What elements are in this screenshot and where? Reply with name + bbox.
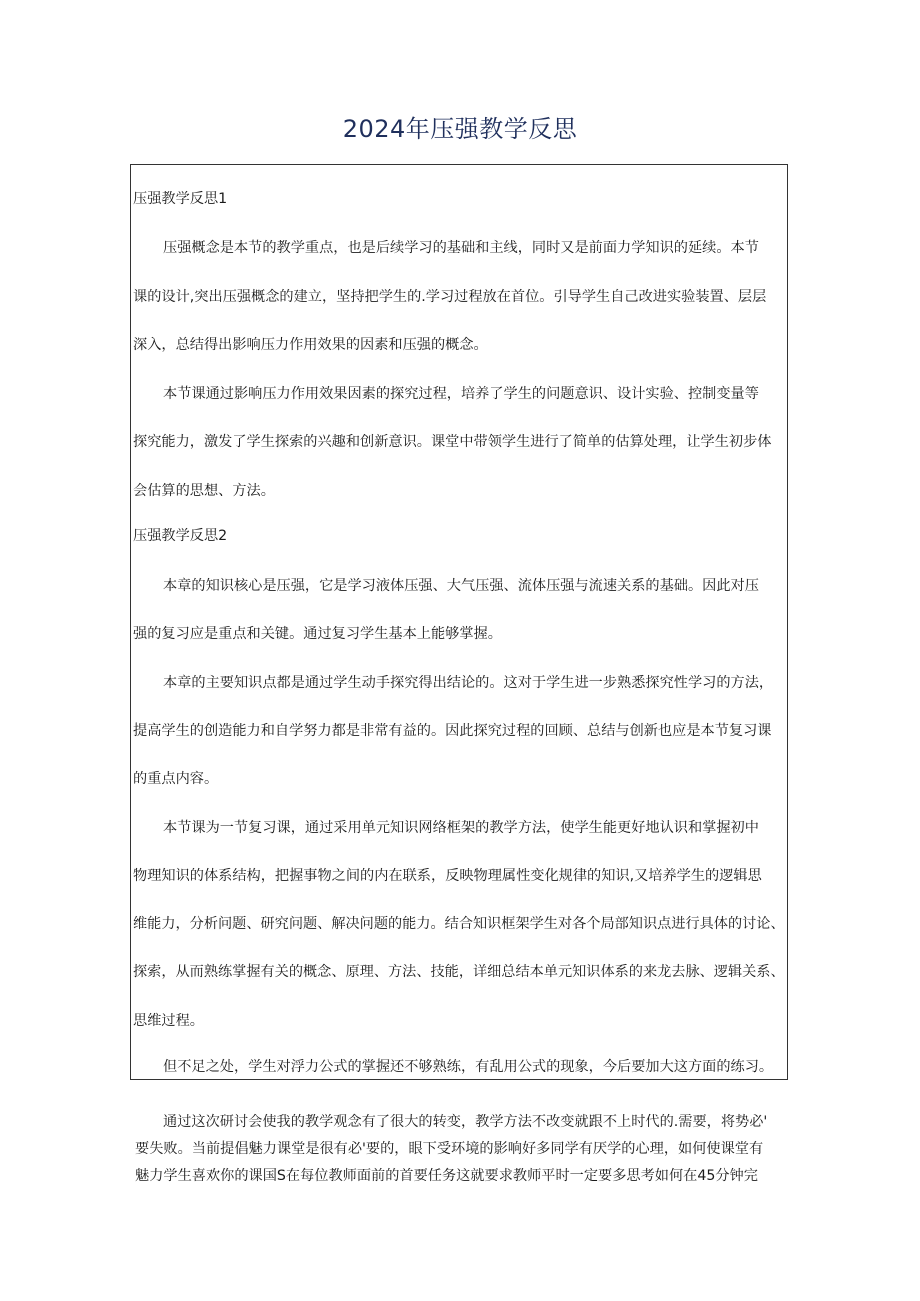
section-heading-2: 压强教学反思2 (133, 528, 228, 544)
paragraph-line: 会估算的思想、方法。 (133, 483, 275, 499)
body-paragraph-line: 通过这次研讨会使我的教学观念有了很大的转变，教学方法不改变就跟不上时代的.需要，将势必' (163, 1114, 768, 1130)
paragraph-line: 提高学生的创造能力和自学努力都是非常有益的。因此探究过程的回顾、总结与创新也应是本节复习课 (133, 723, 772, 739)
paragraph-line: 强的复习应是重点和关键。通过复习学生基本上能够掌握。 (133, 626, 502, 642)
paragraph-line: 的重点内容。 (133, 771, 219, 787)
paragraph-line: 但不足之处，学生对浮力公式的掌握还不够熟练，有乱用公式的现象，今后要加大这方面的练习。 (163, 1059, 774, 1075)
paragraph-line: 课的设计,突出压强概念的建立，坚持把学生的.学习过程放在首位。引导学生自己改进实验装置、层层 (133, 289, 767, 305)
paragraph-line: 本章的知识核心是压强，它是学习液体压强、大气压强、流体压强与流速关系的基础。因此对压 (163, 578, 759, 594)
paragraph-line: 探索，从而熟练掌握有关的概念、原理、方法、技能，详细总结本单元知识体系的来龙去脉、逻辑关系、 (133, 964, 785, 980)
section-heading-1: 压强教学反思1 (133, 191, 228, 207)
paragraph-line: 维能力，分析问题、研究问题、解决问题的能力。结合知识框架学生对各个局部知识点进行具体的讨论、 (133, 916, 785, 932)
paragraph-line: 思维过程。 (133, 1013, 204, 1029)
document-title: 2024年压强教学反思 (342, 115, 578, 143)
paragraph-line: 压强概念是本节的教学重点，也是后续学习的基础和主线，同时又是前面力学知识的延续。本节 (163, 240, 759, 256)
paragraph-line: 物理知识的体系结构，把握事物之间的内在联系，反映物理属性变化规律的知识,又培养学生的逻辑思 (133, 868, 762, 884)
body-paragraph-line: 要失败。当前提倡魅力课堂是很有必'要的，眼下受环境的影响好多同学有厌学的心理，如何使课堂有 (135, 1141, 764, 1157)
paragraph-line: 深入，总结得出影响压力作用效果的因素和压强的概念。 (133, 337, 488, 353)
paragraph-line: 本章的主要知识点都是通过学生动手探究得出结论的。这对于学生进一步熟悉探究性学习的方法， (163, 675, 774, 691)
body-paragraph-line: 魅力学生喜欢你的课国S在每位教师面前的首要任务这就要求教师平时一定要多思考如何在45分钟完 (135, 1168, 758, 1184)
paragraph-line: 本节课为一节复习课，通过采用单元知识网络框架的教学方法，使学生能更好地认识和掌握初中 (163, 820, 759, 836)
paragraph-line: 本节课通过影响压力作用效果因素的探究过程，培养了学生的问题意识、设计实验、控制变量等 (163, 386, 759, 402)
content-box (130, 164, 788, 1080)
paragraph-line: 探究能力，激发了学生探索的兴趣和创新意识。课堂中带领学生进行了简单的估算处理，让学生初步体 (133, 434, 772, 450)
